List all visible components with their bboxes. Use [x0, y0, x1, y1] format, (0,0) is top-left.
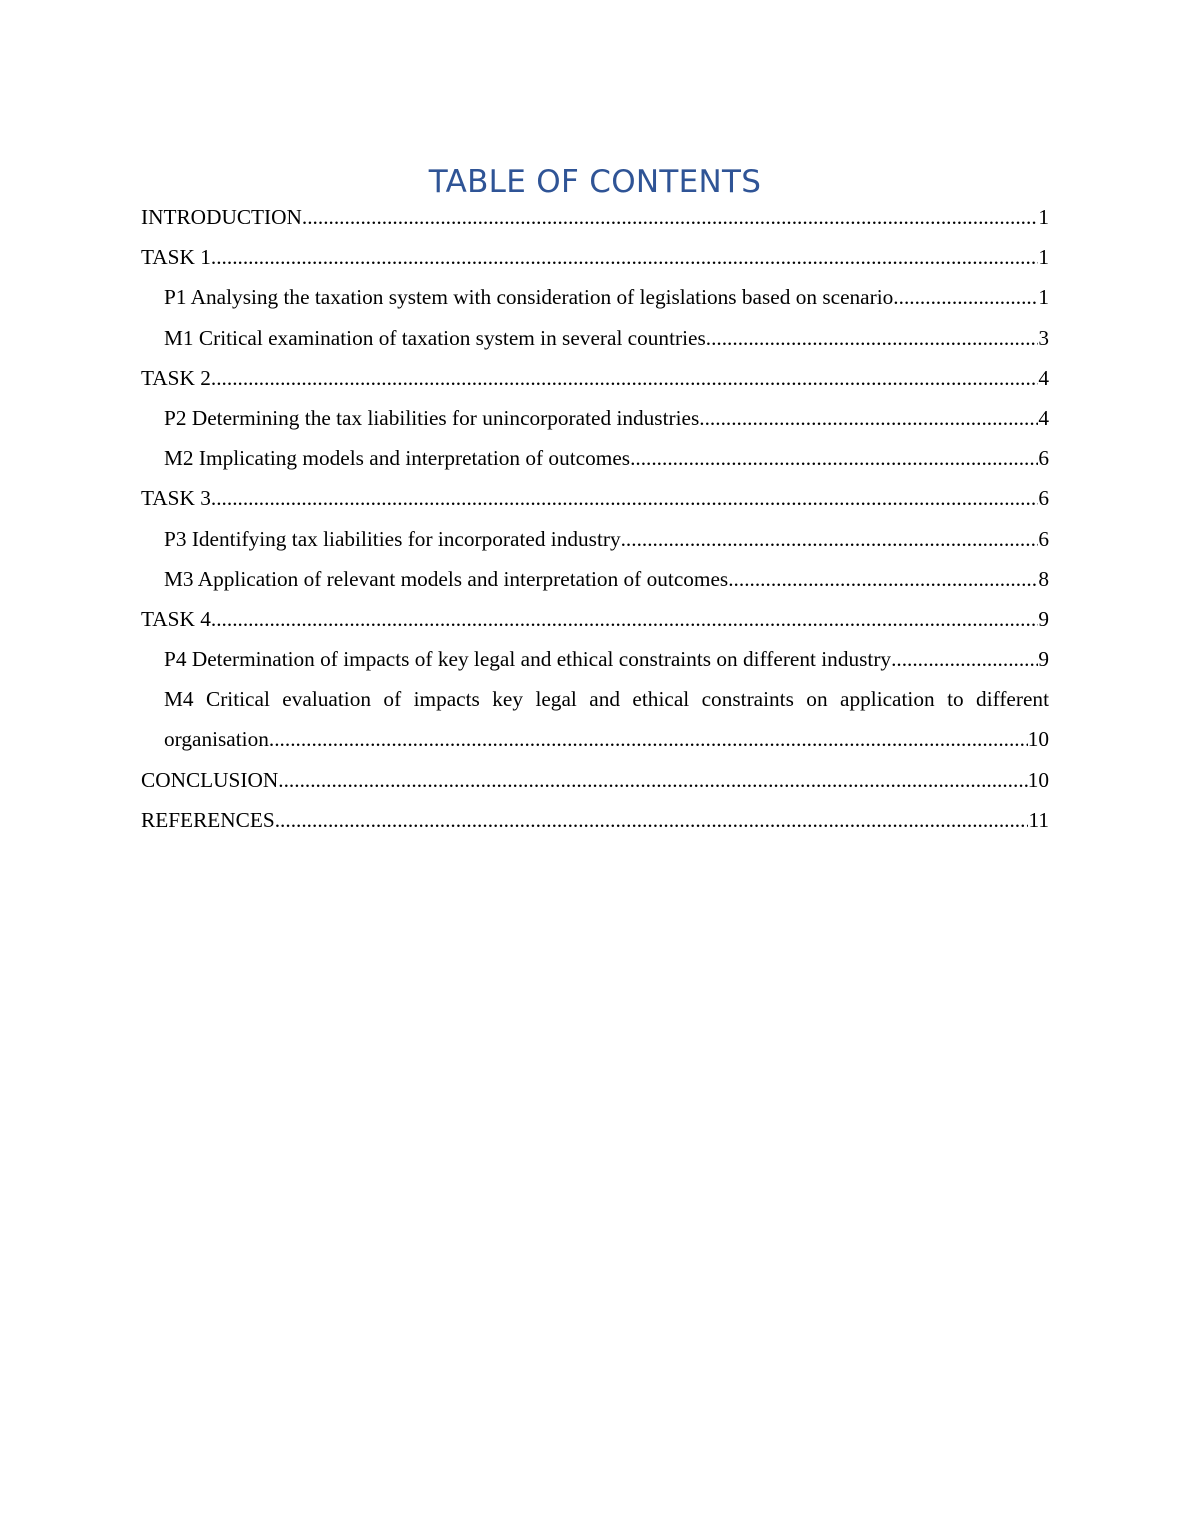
toc-entry-label: M2 Implicating models and interpretation of outcomes: [164, 446, 631, 471]
toc-dot-leader: [269, 719, 1028, 759]
toc-entry-page: 9: [1038, 606, 1049, 631]
toc-entry-label: P4 Determination of impacts of key legal and ethical constraints on different industry: [164, 647, 892, 672]
toc-dot-leader: [275, 800, 1029, 840]
toc-entry-label: P3 Identifying tax liabilities for incorporated industry: [164, 526, 621, 551]
toc-entry-m3[interactable]: [141, 559, 1049, 599]
toc-entry-label-line-1: M4 Critical evaluation of impacts key legal and ethical constraints on application to different: [164, 687, 1049, 712]
toc-entry-page: 10: [1027, 767, 1049, 792]
toc-entry-page: 1: [1038, 205, 1049, 229]
toc-entry-page: 1: [1038, 285, 1049, 310]
toc-entry-page: 9: [1038, 647, 1049, 672]
toc-entry-page: 11: [1028, 807, 1049, 832]
toc-entry-label: P1 Analysing the taxation system with consideration of legislations based on scenario: [164, 285, 894, 310]
toc-dot-leader: [302, 197, 1038, 237]
toc-dot-leader: [211, 478, 1038, 518]
toc-dot-leader: [630, 438, 1038, 478]
toc-entry-page: 1: [1038, 245, 1049, 270]
toc-entry-page: 6: [1038, 446, 1049, 471]
toc-entry-label: REFERENCES: [141, 807, 275, 832]
toc-list: [141, 197, 1049, 840]
toc-entry-task-3[interactable]: [141, 478, 1049, 518]
toc-entry-m2[interactable]: [141, 438, 1049, 478]
toc-entry-label: INTRODUCTION: [141, 205, 302, 229]
toc-entry-page: 6: [1038, 486, 1049, 511]
toc-entry-label: P2 Determining the tax liabilities for unincorporated industries: [164, 405, 700, 430]
toc-entry-label: TASK 3: [141, 486, 211, 511]
toc-entry-label: M1 Critical examination of taxation system in several countries: [164, 325, 706, 350]
toc-entry-label-line-2: organisation: [164, 727, 269, 752]
toc-entry-page: 4: [1038, 365, 1049, 390]
toc-entry-task-1[interactable]: [141, 237, 1049, 277]
toc-entry-p2[interactable]: [141, 398, 1049, 438]
toc-entry-page: 8: [1038, 566, 1049, 591]
toc-entry-label: CONCLUSION: [141, 767, 279, 792]
toc-entry-p4[interactable]: [141, 639, 1049, 679]
toc-entry-label: M3 Application of relevant models and interpretation of outcomes: [164, 566, 729, 591]
toc-entry-page: 4: [1038, 405, 1049, 430]
toc-dot-leader: [893, 277, 1038, 317]
toc-entry-page: 3: [1038, 325, 1049, 350]
toc-entry-task-4[interactable]: [141, 599, 1049, 639]
toc-dot-leader: [699, 398, 1038, 438]
toc-dot-leader: [211, 237, 1038, 277]
toc-entry-continuation: [164, 719, 1049, 759]
toc-entry-introduction[interactable]: [141, 197, 1049, 237]
toc-dot-leader: [211, 599, 1038, 639]
toc-entry-m4[interactable]: [141, 679, 1049, 759]
toc-entry-label: TASK 2: [141, 365, 211, 390]
toc-dot-leader: [621, 519, 1039, 559]
toc-dot-leader: [211, 358, 1038, 398]
toc-entry-p3[interactable]: [141, 519, 1049, 559]
toc-entry-m1[interactable]: [141, 318, 1049, 358]
toc-dot-leader: [706, 318, 1039, 358]
toc-dot-leader: [278, 760, 1027, 800]
toc-dot-leader: [891, 639, 1038, 679]
toc-entry-conclusion[interactable]: [141, 760, 1049, 800]
toc-entry-p1[interactable]: [141, 277, 1049, 317]
toc-entry-references[interactable]: [141, 800, 1049, 840]
toc-title: TABLE OF CONTENTS: [428, 164, 762, 200]
toc-dot-leader: [728, 559, 1038, 599]
toc-entry-task-2[interactable]: [141, 358, 1049, 398]
toc-entry-page: 10: [1027, 727, 1049, 752]
toc-entry-label: TASK 1: [141, 245, 211, 270]
toc-entry-page: 6: [1038, 526, 1049, 551]
toc-entry-label: TASK 4: [141, 606, 211, 631]
